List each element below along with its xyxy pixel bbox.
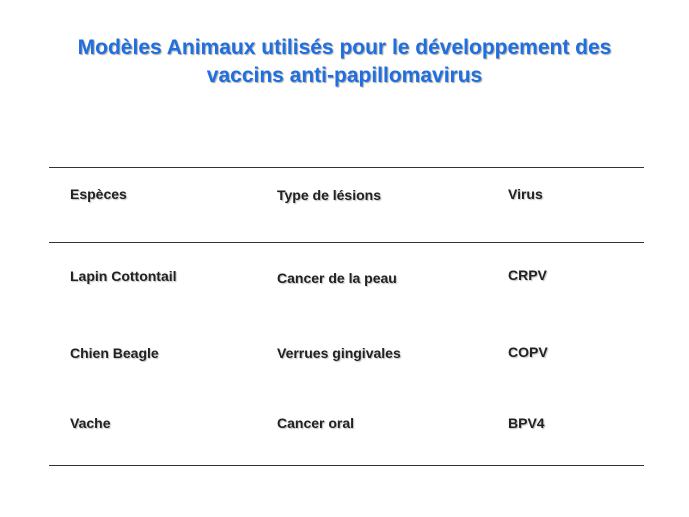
slide-title-line-1: Modèles Animaux utilisés pour le développement des [77,36,612,59]
slide-title-line-2: vaccins anti-papillomavirus [206,64,483,87]
table-row-2-virus: COPV [508,344,548,360]
table-row-3-virus: BPV4 [508,415,545,431]
table-row-1-virus: CRPV [508,267,547,283]
table-row-3-species: Vache [70,415,111,431]
header-lesion-type: Type de lésions [277,187,381,203]
table-top-rule [49,167,644,168]
table-row-1-lesion: Cancer de la peau [277,270,397,286]
table-header-rule [49,242,644,243]
table-row-2-lesion: Verrues gingivales [277,345,401,361]
slide-title [0,34,689,90]
table-bottom-rule [49,465,644,466]
table-row-1-species: Lapin Cottontail [70,268,177,284]
header-virus: Virus [508,186,543,202]
header-species: Espèces [70,186,127,202]
table-row-3-lesion: Cancer oral [277,415,355,431]
table-row-2-species: Chien Beagle [70,345,159,361]
